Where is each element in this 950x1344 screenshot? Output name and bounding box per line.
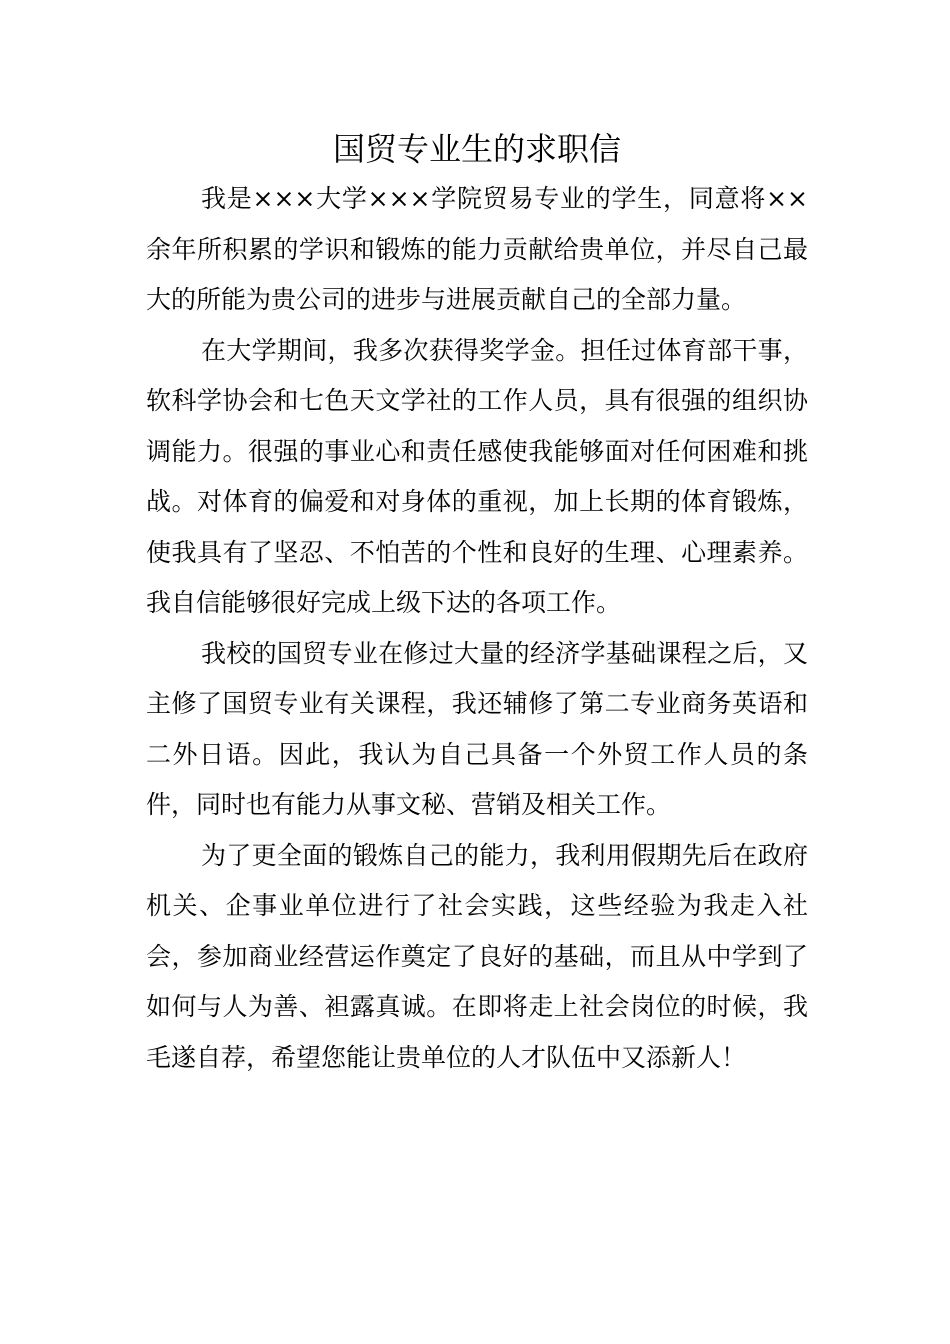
paragraph-4: 为了更全面的锻炼自己的能力，我利用假期先后在政府机关、企事业单位进行了社会实践，这些经验为我走入社会，参加商业经营运作奠定了良好的基础，而且从中学到了如何与人为善、袒露真诚。在即将走上社会岗位的时候，我毛遂自荐，希望您能让贵单位的人才队伍中又添新人！ — [146, 840, 808, 1072]
paragraph-1: 我是×××大学×××学院贸易专业的学生，同意将××余年所积累的学识和锻炼的能力贡献给贵单位，并尽自己最大的所能为贵公司的进步与进展贡献自己的全部力量。 — [146, 184, 808, 314]
document-body — [146, 124, 808, 1083]
document-title: 国贸专业生的求职信 — [332, 130, 621, 168]
paragraph-2: 在大学期间，我多次获得奖学金。担任过体育部干事，软科学协会和七色天文学社的工作人员，具有很强的组织协调能力。很强的事业心和责任感使我能够面对任何困难和挑战。对体育的偏爱和对身体的重视，加上长期的体育锻炼，使我具有了坚忍、不怕苦的个性和良好的生理、心理素养。我自信能够很好完成上级下达的各项工作。 — [146, 335, 808, 617]
paragraph-3: 我校的国贸专业在修过大量的经济学基础课程之后，又主修了国贸专业有关课程，我还辅修了第二专业商务英语和二外日语。因此，我认为自己具备一个外贸工作人员的条件，同时也有能力从事文秘、营销及相关工作。 — [146, 638, 808, 819]
